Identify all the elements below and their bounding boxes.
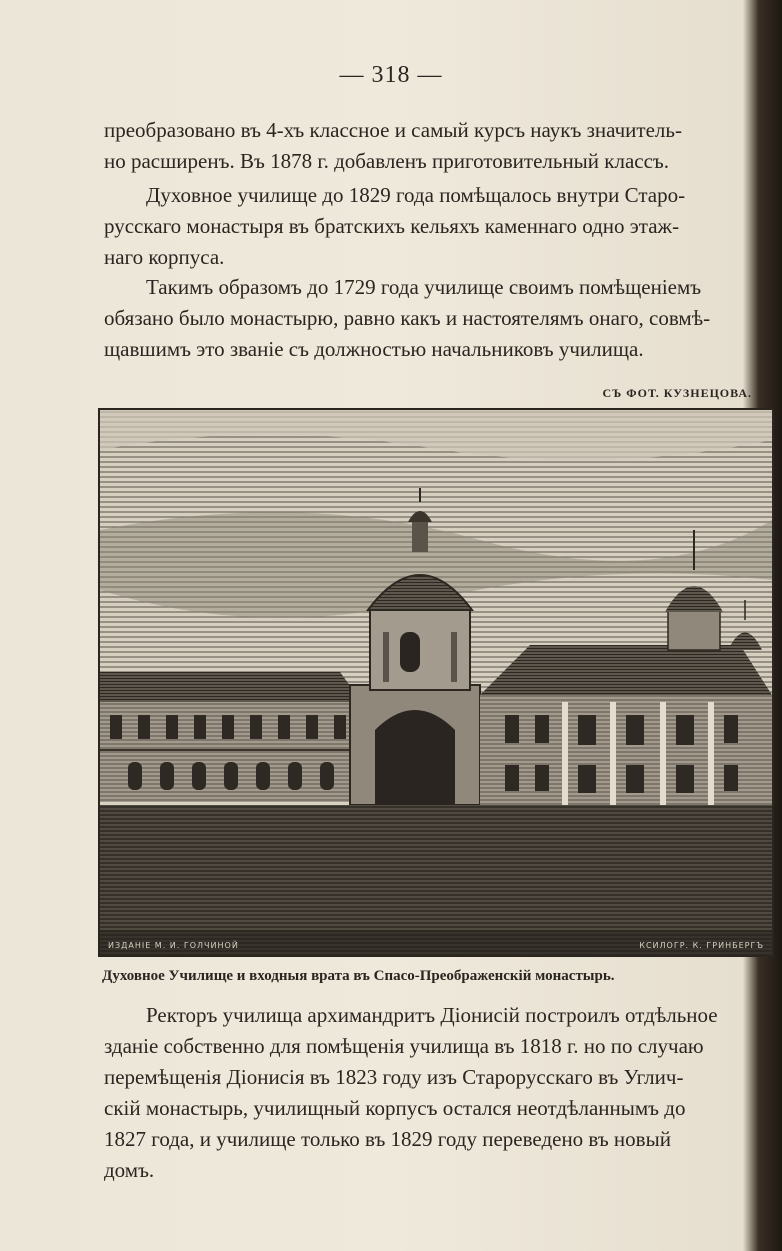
text-line: скій монастырь, училищный корпусъ остался неотдѣланнымъ до xyxy=(104,1096,686,1120)
text-line: обязано было монастырю, равно какъ и настоятелямъ онаго, совмѣ- xyxy=(104,306,711,330)
text-line: 1827 года, и училище только въ 1829 году переведено въ новый xyxy=(104,1127,671,1151)
paragraph-3 xyxy=(104,272,770,365)
left-building xyxy=(100,672,362,802)
paragraph-4 xyxy=(104,1000,770,1186)
engraving-label-left: ИЗДАНІЕ М. И. ГОЛЧИНОЙ xyxy=(108,941,239,950)
page-number: — 318 — xyxy=(339,62,443,88)
text-line: зданіе собственно для помѣщенія училища въ 1818 г. но по случаю xyxy=(104,1034,704,1058)
figure-caption: Духовное Училище и входныя врата въ Спасо-Преображенскій монастырь. xyxy=(102,968,615,984)
text-line: русскаго монастыря въ братскихъ кельяхъ каменнаго одно этаж- xyxy=(104,214,680,238)
engraving-label-right: КСИЛОГР. К. ГРИНБЕРГЪ xyxy=(639,941,764,950)
text-line: щавшимъ это званіе съ должностью начальниковъ училища. xyxy=(104,337,644,361)
text-line: но расширенъ. Въ 1878 г. добавленъ приготовительный классъ. xyxy=(104,149,670,173)
text-line: домъ. xyxy=(104,1158,155,1182)
text-line: наго корпуса. xyxy=(104,245,225,269)
text-line: Ректоръ училища архимандритъ Діонисій построилъ отдѣльное xyxy=(146,1003,718,1027)
text-line: перемѣщенія Діонисія въ 1823 году изъ Старорусскаго въ Углич- xyxy=(104,1065,684,1089)
engraving-illustration xyxy=(98,408,774,957)
photo-credit: СЪ ФОТ. КУЗНЕЦОВА. xyxy=(602,386,752,400)
text-line: Духовное училище до 1829 года помѣщалось внутри Старо- xyxy=(146,183,686,207)
text-line: преобразовано въ 4-хъ классное и самый курсъ наукъ значитель- xyxy=(104,118,682,142)
text-line: Такимъ образомъ до 1729 года училище своимъ помѣщеніемъ xyxy=(146,275,702,299)
paragraph-2 xyxy=(104,180,770,273)
paragraph-1 xyxy=(104,115,770,177)
